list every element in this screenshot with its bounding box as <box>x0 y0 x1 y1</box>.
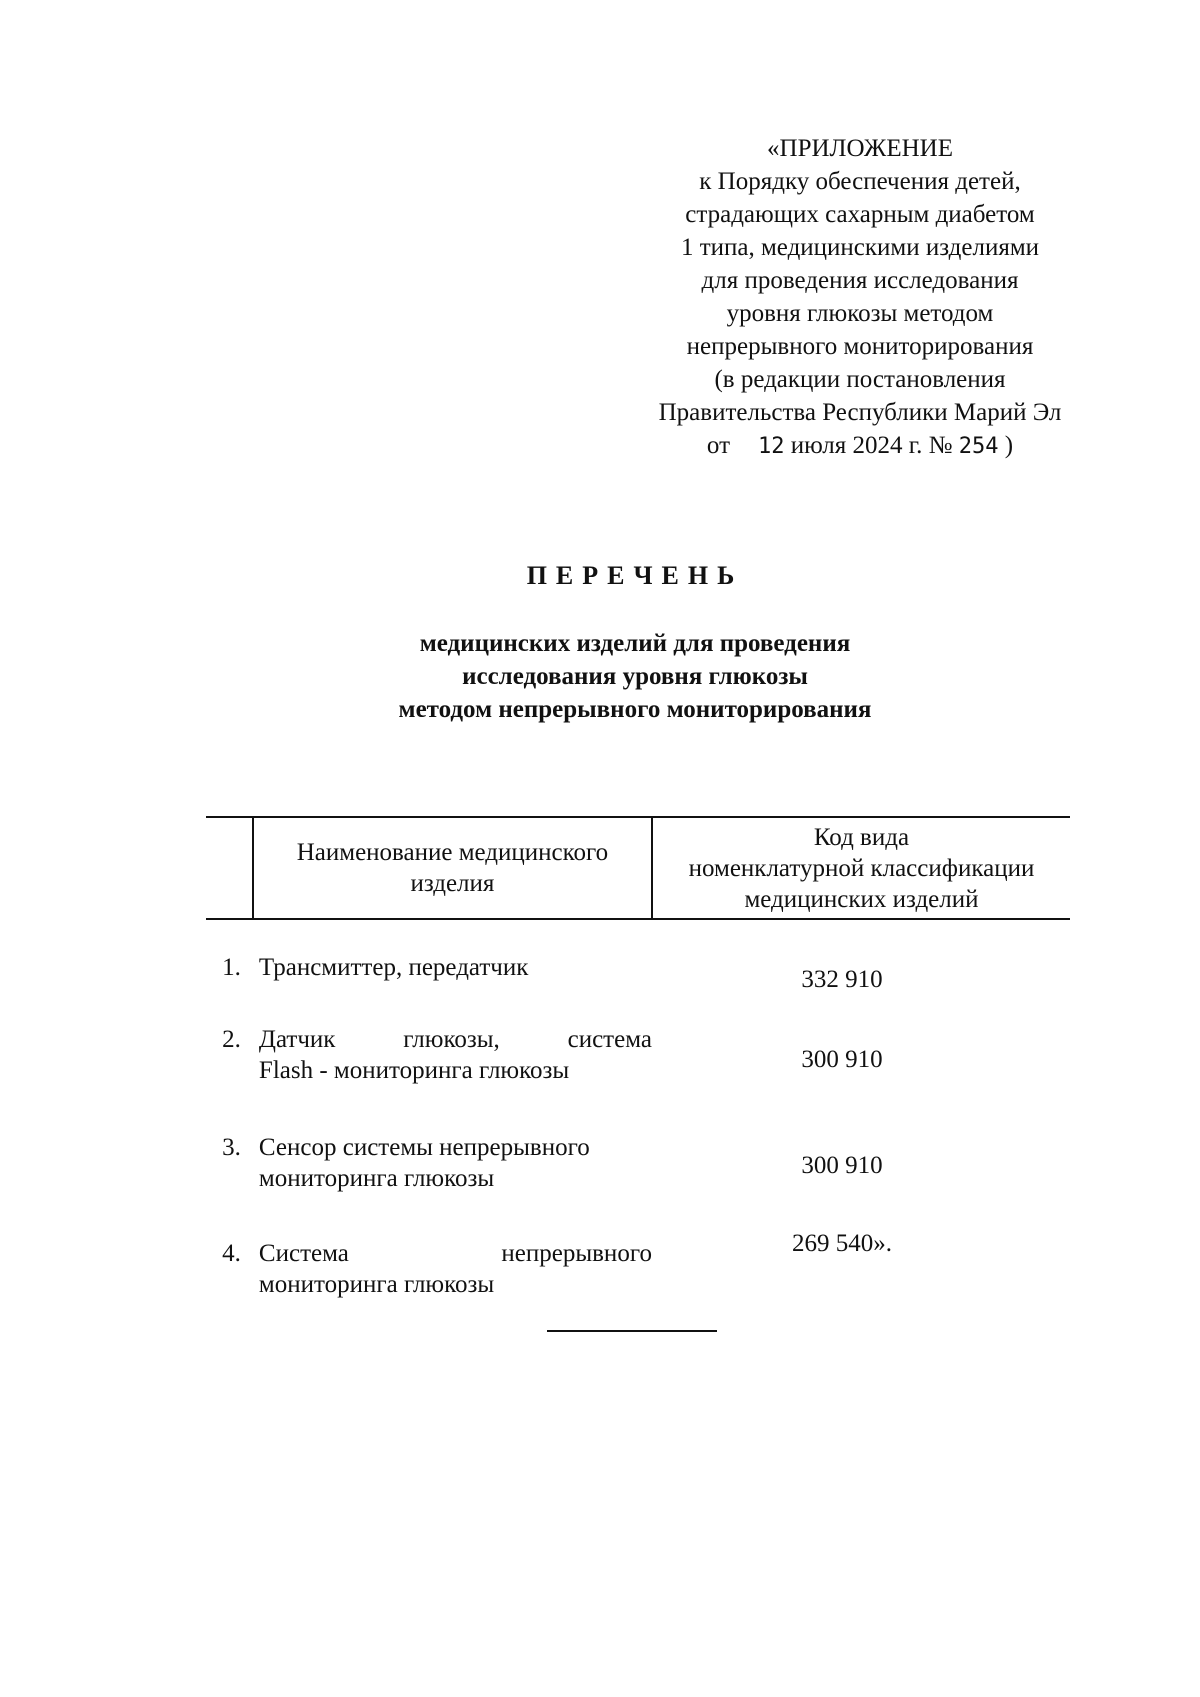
row-name <box>253 1212 652 1300</box>
appendix-line: для проведения исследования <box>701 267 1019 294</box>
date-rest: июля 2024 г. № <box>790 432 953 459</box>
row-name-line: Трансмиттер, передатчик <box>258 954 529 981</box>
row-code: 269 540». <box>791 1230 892 1257</box>
row-name <box>253 1000 652 1106</box>
appendix-line: непрерывного мониторирования <box>686 333 1034 360</box>
table-header-row <box>206 817 1070 919</box>
row-name-line: Датчик глюкозы, система <box>258 1026 652 1053</box>
header-number-cell <box>206 817 253 919</box>
subtitle-line: медицинских изделий для проведения <box>419 630 851 657</box>
end-divider <box>547 1330 717 1332</box>
header-name-cell <box>253 817 652 919</box>
appendix-line: к Порядку обеспечения детей, <box>699 168 1021 195</box>
row-name-line: Flash - мониторинга глюкозы <box>258 1057 570 1084</box>
row-code: 300 910 <box>801 1152 883 1179</box>
row-number: 2. <box>222 1026 241 1053</box>
row-name <box>253 1106 652 1212</box>
appendix-line: 1 типа, медицинскими изделиями <box>680 234 1040 261</box>
row-number: 1. <box>222 954 241 981</box>
row-number: 3. <box>222 1134 241 1161</box>
document-number: 254 <box>958 434 999 459</box>
table-row <box>206 1000 1070 1106</box>
header-code-line: медицинских изделий <box>744 885 979 913</box>
row-name-line: мониторинга глюкозы <box>258 1271 495 1298</box>
header-name-line: изделия <box>410 870 495 897</box>
header-code-cell <box>652 817 1070 919</box>
subtitle-line: исследования уровня глюкозы <box>462 663 808 690</box>
document-title: ПЕРЕЧЕНЬ <box>526 561 744 590</box>
row-number: 4. <box>222 1240 241 1267</box>
row-name <box>253 919 652 1000</box>
row-name-line: Система непрерывного <box>258 1240 652 1267</box>
header-code-line: Код вида <box>813 823 910 851</box>
subtitle-line: методом непрерывного мониторирования <box>398 696 872 723</box>
date-suffix: ) <box>1004 432 1014 459</box>
appendix-date-line <box>600 429 1120 463</box>
date-day: 12 <box>758 434 785 459</box>
table-row <box>206 1212 1070 1300</box>
appendix-line: (в редакции постановления <box>714 366 1006 393</box>
appendix-header <box>600 132 1120 463</box>
date-prefix: от <box>706 432 731 459</box>
header-code-line: номенклатурной классификации <box>688 854 1035 882</box>
header-name-line: Наименование медицинского <box>296 839 609 866</box>
row-code: 300 910 <box>801 1046 883 1073</box>
table-row <box>206 919 1070 1000</box>
row-code: 332 910 <box>801 966 883 993</box>
row-name-line: мониторинга глюкозы <box>258 1165 495 1192</box>
table-row <box>206 1106 1070 1212</box>
appendix-line: страдающих сахарным диабетом <box>685 201 1035 228</box>
appendix-line: Правительства Республики Марий Эл <box>658 399 1062 426</box>
appendix-line: «ПРИЛОЖЕНИЕ <box>767 135 953 162</box>
row-name-line: Сенсор системы непрерывного <box>258 1134 590 1161</box>
medical-devices-table <box>206 816 1070 1300</box>
document-subtitle <box>0 627 1200 726</box>
appendix-line: уровня глюкозы методом <box>726 300 994 327</box>
